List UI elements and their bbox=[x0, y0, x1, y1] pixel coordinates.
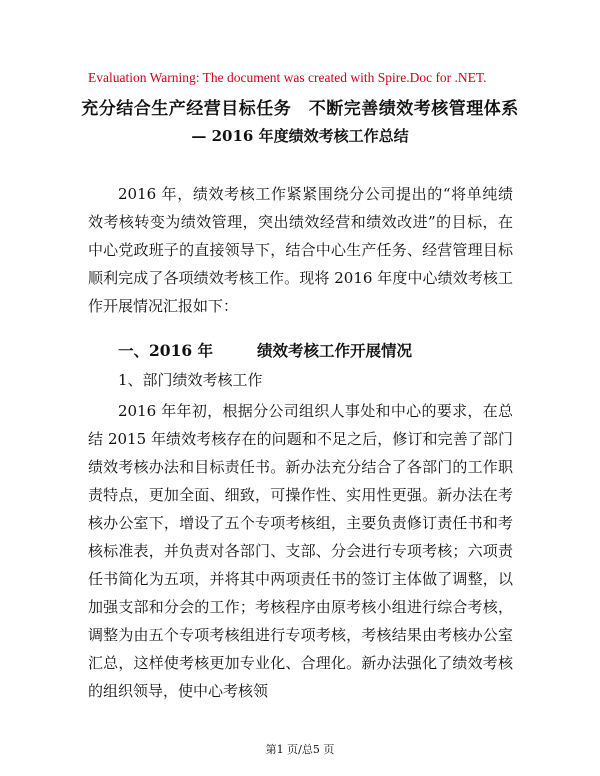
section-heading bbox=[118, 339, 412, 361]
document-title: 充分结合生产经营目标任务 不断完善绩效考核管理体系 bbox=[81, 99, 519, 119]
body-paragraph: 2016 年年初，根据分公司组织人事处和中心的要求，在总结 2015 年绩效考核存在的问题和不足之后，修订和完善了部门绩效考核办法和目标责任书。新办法充分结合了各部门的工作职责特点，更加全面、细致，可操作性、实用性更强。新办法在考核办公室下，增设了五个专项考核组，主要负责修订责任书和考核标准表，并负责对各部门、支部、分会进行专项考核；六项责任书简化为五项，并将其中两项责任书的签订主体做了调整，以加强支部和分会的工作；考核程序由原考核小组进行综合考核，调整为由五个专项考核组进行专项考核，考核结果由考核办公室汇总，这样使考核更加专业化、合理化。新办法强化了绩效考核的组织领导，使中心考核领 bbox=[88, 402, 513, 700]
evaluation-warning: Evaluation Warning: The document was created with Spire.Doc for .NET. bbox=[88, 70, 487, 85]
subsection-heading: 1、部门绩效考核工作 bbox=[118, 371, 263, 389]
document-subtitle: — 2016 年度绩效考核工作总结 bbox=[191, 127, 409, 145]
page-footer: 第1 页/总5 页 bbox=[265, 743, 335, 756]
intro-paragraph: 2016 年，绩效考核工作紧紧围绕分公司提出的“将单纯绩效考核转变为绩效管理，突出绩效经营和绩效改进”的目标，在中心党政班子的直接领导下，结合中心生产任务、经营管理目标顺利完成了各项绩效考核工作。现将 2016 年度中心绩效考核工作开展情况汇报如下： bbox=[88, 185, 513, 315]
section-number: 一、2016 年 bbox=[118, 341, 214, 360]
section-title: 绩效考核工作开展情况 bbox=[257, 341, 413, 360]
